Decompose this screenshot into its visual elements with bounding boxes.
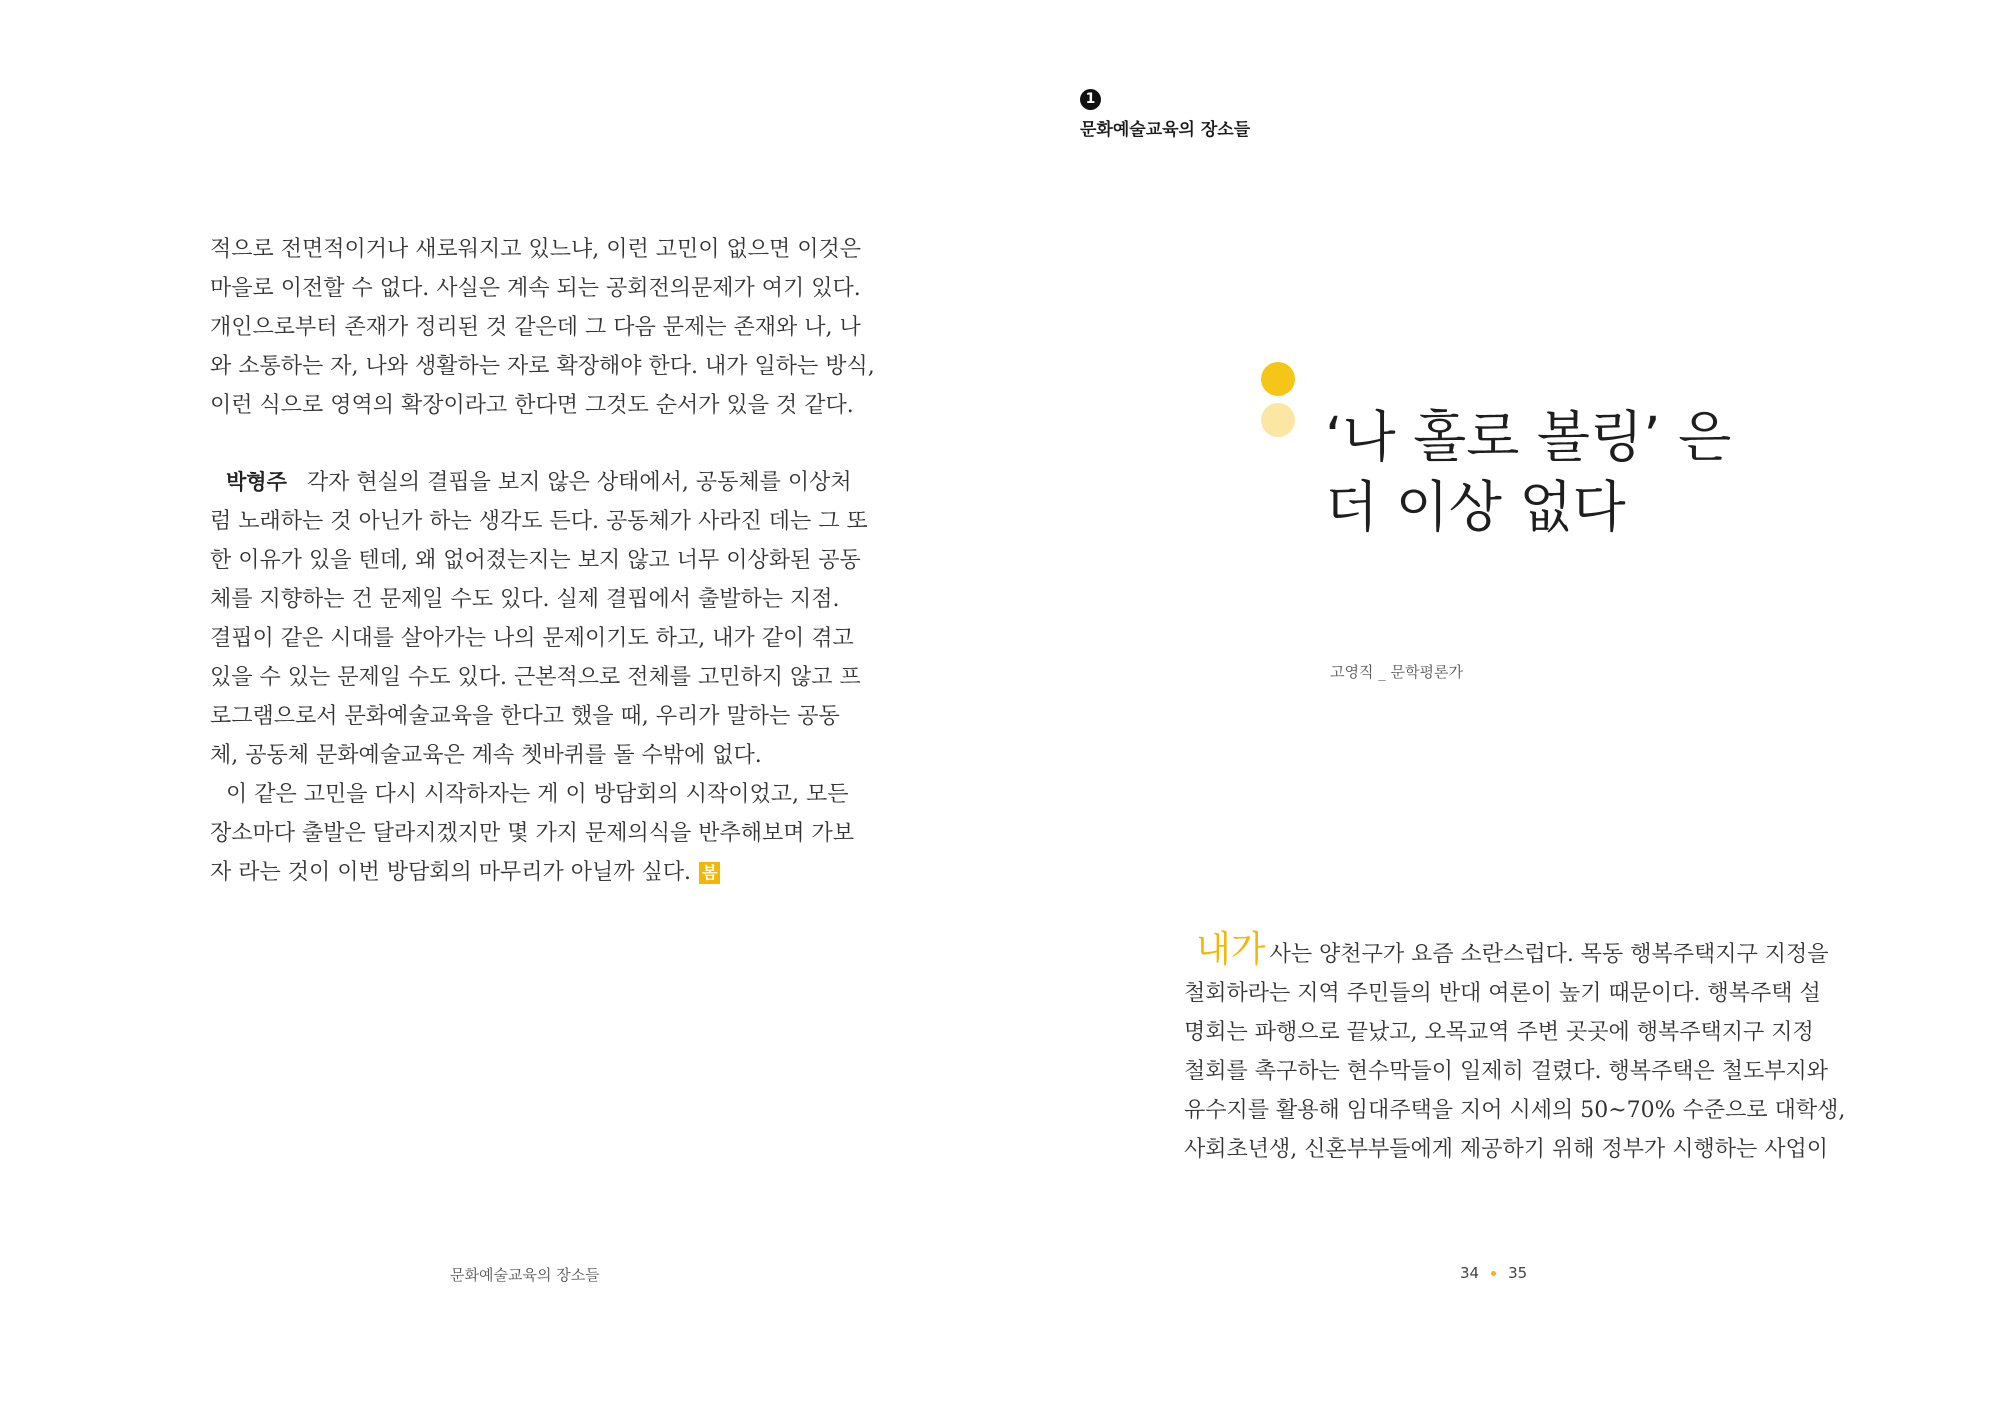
- text-line: 결핍이 같은 시대를 살아가는 나의 문제이기도 하고, 내가 같이 겪고: [210, 626, 854, 651]
- drop-cap: 내가: [1196, 929, 1266, 970]
- author-byline: 고영직 _ 문학평론가: [1330, 663, 1463, 681]
- text-line: 럼 노래하는 것 아닌가 하는 생각도 든다. 공동체가 사라진 데는 그 또: [210, 509, 868, 534]
- text-line: 적으로 전면적이거나 새로워지고 있느냐, 이런 고민이 없으면 이것은: [210, 237, 862, 262]
- text-line: 체, 공동체 문화예술교육은 계속 쳇바퀴를 돌 수밖에 없다.: [210, 743, 762, 768]
- article-headline: [1325, 402, 1731, 542]
- section-number: 1: [1080, 89, 1101, 110]
- end-mark-badge: 봄: [699, 862, 720, 884]
- left-paragraph-2: [210, 463, 868, 892]
- text-line: [210, 463, 868, 502]
- text-segment: 사는 양천구가 요즘 소란스럽다. 목동 행복주택지구 지정을: [1269, 942, 1829, 967]
- headline-line: 더 이상 없다: [1325, 475, 1626, 539]
- page-separator-dot: [1491, 1271, 1496, 1276]
- text-line: 와 소통하는 자, 나와 생활하는 자로 확장해야 한다. 내가 일하는 방식,: [210, 354, 875, 379]
- page-numbers: [1460, 1264, 1527, 1282]
- page-number-right: 35: [1508, 1264, 1528, 1282]
- article-body: [1184, 929, 1846, 1169]
- headline-line: ‘나 홀로 볼링’ 은: [1325, 405, 1732, 469]
- text-segment: 자 라는 것이 이번 방담회의 마무리가 아닐까 싶다.: [210, 860, 691, 885]
- page-number-left: 34: [1460, 1264, 1480, 1282]
- speaker-name: 박형주: [226, 470, 287, 494]
- text-line: 로그램으로서 문화예술교육을 한다고 했을 때, 우리가 말하는 공동: [210, 704, 840, 729]
- text-line: 마을로 이전할 수 없다. 사실은 계속 되는 공회전의문제가 여기 있다.: [210, 276, 861, 301]
- right-page: [1000, 0, 2000, 1413]
- text-line: 사회초년생, 신혼부부들에게 제공하기 위해 정부가 시행하는 사업이: [1184, 1137, 1829, 1162]
- text-line: 철회하라는 지역 주민들의 반대 여론이 높기 때문이다. 행복주택 설: [1184, 981, 1821, 1006]
- left-paragraph-1: [210, 230, 875, 425]
- decorative-dot-primary: [1261, 362, 1295, 396]
- text-segment: 각자 현실의 결핍을 보지 않은 상태에서, 공동체를 이상처: [306, 470, 852, 495]
- text-line: 개인으로부터 존재가 정리된 것 같은데 그 다음 문제는 존재와 나, 나: [210, 315, 861, 340]
- text-line: 한 이유가 있을 텐데, 왜 없어졌는지는 보지 않고 너무 이상화된 공동: [210, 548, 861, 573]
- text-line: [210, 853, 868, 892]
- section-number-badge: [1080, 88, 1101, 110]
- text-line: 철회를 촉구하는 현수막들이 일제히 걸렸다. 행복주택은 철도부지와: [1184, 1059, 1829, 1084]
- text-line: [1184, 929, 1845, 974]
- text-line: 체를 지향하는 건 문제일 수도 있다. 실제 결핍에서 출발하는 지점.: [210, 587, 840, 612]
- decorative-dot-light: [1261, 403, 1295, 437]
- text-line: 이 같은 고민을 다시 시작하자는 게 이 방담회의 시작이었고, 모든: [226, 782, 849, 807]
- text-line: 있을 수 있는 문제일 수도 있다. 근본적으로 전체를 고민하지 않고 프: [210, 665, 861, 690]
- running-footer-title: 문화예술교육의 장소들: [450, 1266, 600, 1284]
- text-line: 장소마다 출발은 달라지겠지만 몇 가지 문제의식을 반추해보며 가보: [210, 821, 855, 846]
- text-line: 이런 식으로 영역의 확장이라고 한다면 그것도 순서가 있을 것 같다.: [210, 393, 854, 418]
- section-title: 문화예술교육의 장소들: [1080, 120, 1251, 140]
- text-line: 유수지를 활용해 임대주택을 지어 시세의 50~70% 수준으로 대학생,: [1184, 1098, 1846, 1123]
- text-line: 명회는 파행으로 끝났고, 오목교역 주변 곳곳에 행복주택지구 지정: [1184, 1020, 1814, 1045]
